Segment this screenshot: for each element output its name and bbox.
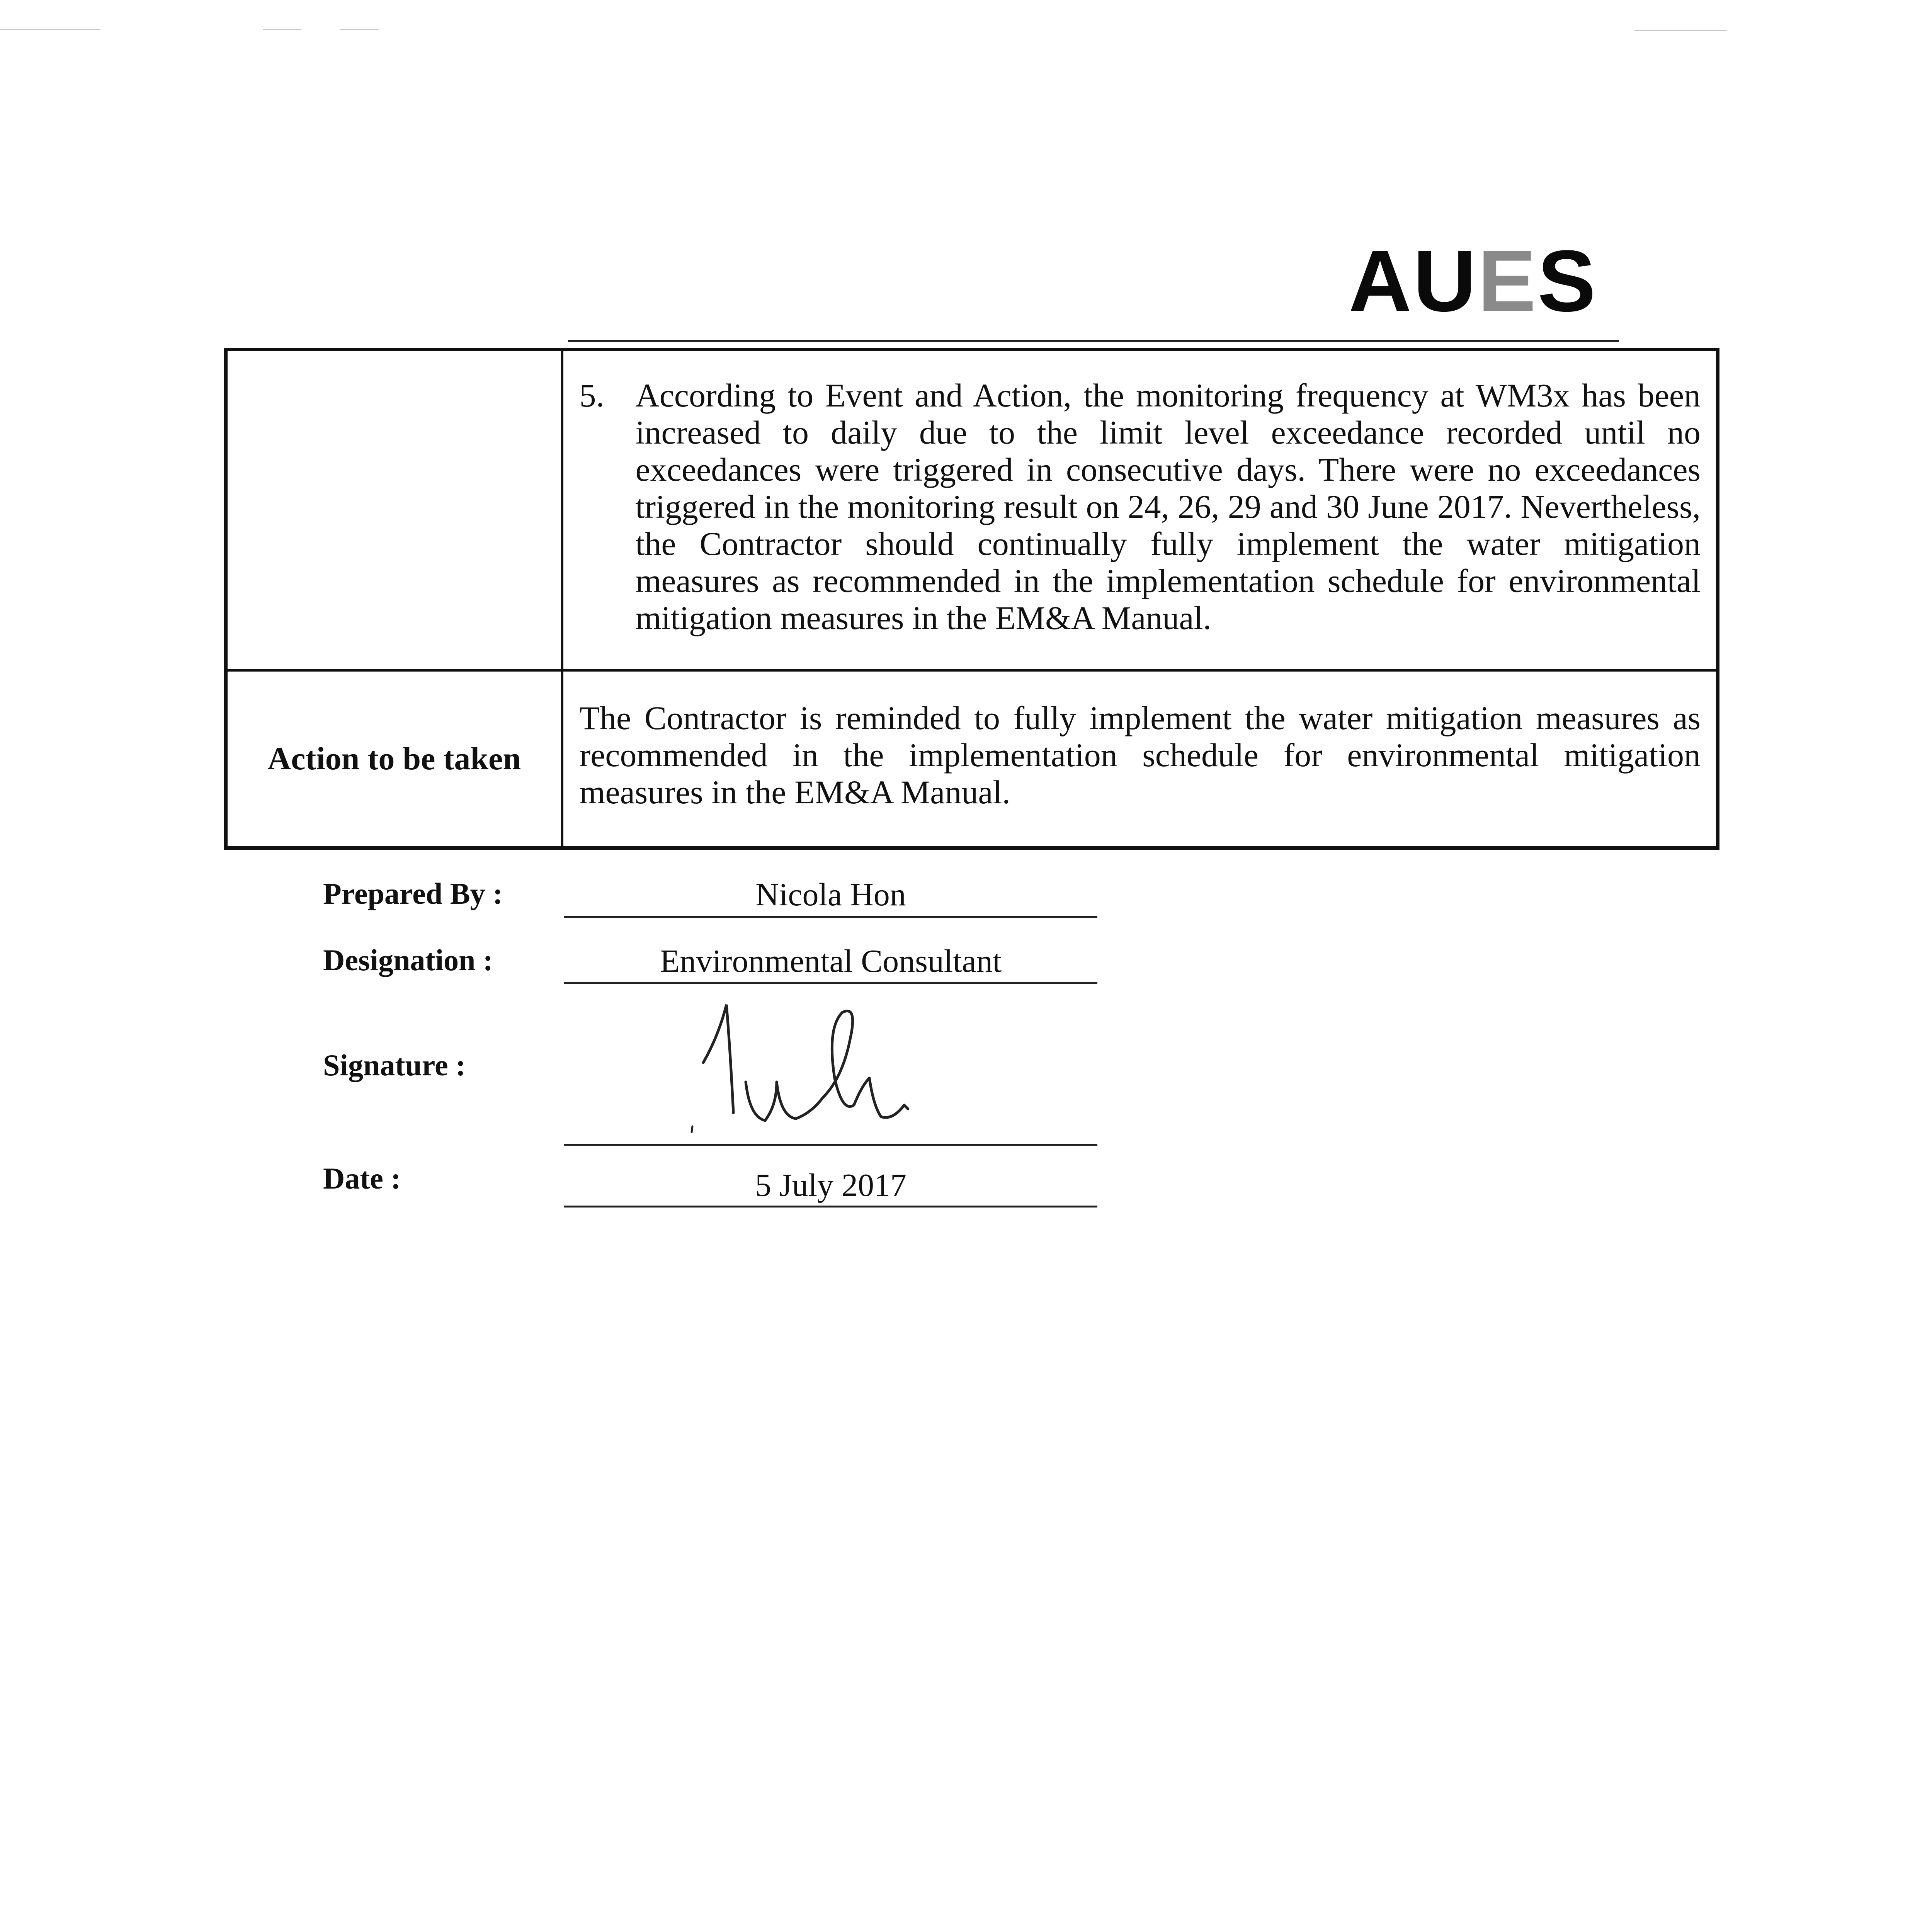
table-row (226, 670, 1718, 848)
prepared-by-label: Prepared By : (323, 877, 503, 910)
table-label-cell (226, 350, 562, 670)
designation-line (564, 982, 1097, 984)
list-item (580, 377, 1701, 636)
action-label: Action to be taken (226, 670, 562, 848)
designation-value: Environmental Consultant (660, 943, 1002, 979)
signature-label: Signature : (323, 1048, 466, 1082)
logo-prefix: AU (1349, 232, 1478, 330)
signature-line (564, 1144, 1097, 1146)
designation-label: Designation : (323, 943, 493, 977)
logo-suffix: S (1537, 232, 1597, 330)
logo-underline (568, 340, 1619, 342)
incident-record-table (224, 348, 1719, 850)
date-label: Date : (323, 1162, 401, 1195)
action-text: The Contractor is reminded to fully implement the water mitigation measures as recommended in the implementation schedule for environmental mitigation measures in the EM&A Manual. (562, 670, 1718, 848)
company-logo (1349, 232, 1619, 330)
table-row (226, 350, 1718, 670)
scan-mark (0, 29, 100, 30)
list-item-number: 5. (579, 377, 604, 414)
date-value: 5 July 2017 (755, 1167, 907, 1203)
logo-accent-letter: E (1478, 232, 1538, 330)
date-line (564, 1206, 1097, 1208)
scan-mark (263, 29, 301, 30)
prepared-by-line (564, 916, 1097, 918)
table-content-cell (562, 350, 1718, 670)
scan-mark (1634, 30, 1727, 31)
list-item-text: According to Event and Action, the monitoring frequency at WM3x has been increased to daily due to the limit level exceedance recorded until no exceedances were triggered in consecutive days. There were no exceedances triggered in the monitoring result on 24, 26, 29 and 30 June 2017. Nevertheless, the Contractor should continually fully implement the water mitigation measures as recommended in the implementation schedule for environmental mitigation measures in the EM&A Manual. (635, 377, 1701, 636)
handwritten-signature (688, 989, 966, 1151)
scan-mark (340, 29, 379, 30)
prepared-by-value: Nicola Hon (755, 877, 906, 913)
